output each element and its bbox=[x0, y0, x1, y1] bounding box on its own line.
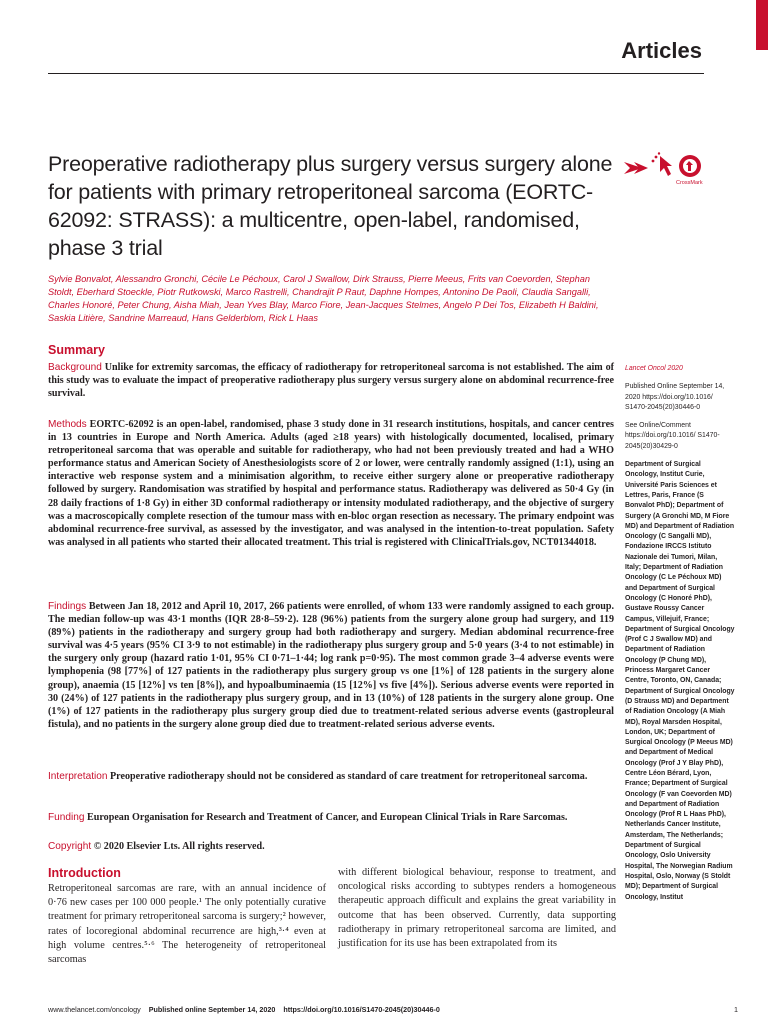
interpretation-label: Interpretation bbox=[48, 771, 108, 782]
footer-published: Published online September 14, 2020 bbox=[148, 1005, 276, 1014]
introduction-column-1: Retroperitoneal sarcomas are rare, with an annual incidence of 0·76 new cases per 100 000 people.¹ The only potentially curative treatment for primary retroperitoneal sarcoma is surgery;² however, rates of locoregional abdominal recurrence are high,³·⁴ even at high volume centres.⁵·⁶ The heterogeneity of retroperitoneal sarcomas bbox=[48, 883, 326, 966]
comment-link[interactable]: See Online/Comment https://doi.org/10.1016/ S1470-2045(20)30429-0 bbox=[625, 422, 720, 450]
abstract-background bbox=[48, 361, 614, 400]
abstract-methods bbox=[48, 418, 614, 549]
article-sidebar bbox=[625, 364, 735, 911]
methods-text: EORTC-62092 is an open-label, randomised, phase 3 study done in 31 research institutions, hospitals, and cancer centres in 13 countries in Europe and North America. Adults (aged ≥18 years) with histologically documented, localised, primary retroperitoneal sarcoma that was operable and suitable for radiotherapy, who had not been previously treated and had a WHO performance status and American Society of Anesthesiologists score of 2 or lower, were centrally randomly assigned (1:1), using an interactive web response system and a minimisation algorithm, to receive either surgery alone or preoperative radiotherapy followed by surgery. Randomisation was stratified by hospital and performance status. Radiotherapy was delivered as 50·4 Gy (in 28 daily fractions of 1·8 Gy) in either 3D conformal radiotherapy or intensity modulated radiotherapy, and the objective of surgery was a macroscopically complete resection of the tumour mass with en-bloc organ resection as necessary. The primary endpoint was abdominal recurrence-free survival, as assessed by the investigator, and was analysed in the intention-to-treat population. Safety was analysed in all patients who started their allocated treatment. This trial is registered with ClinicalTrials.gov, NCT01344018. bbox=[48, 419, 614, 548]
abstract-interpretation bbox=[48, 770, 614, 783]
abstract-findings bbox=[48, 600, 614, 731]
crossmark-label: CrossMark bbox=[676, 180, 703, 186]
background-label: Background bbox=[48, 362, 102, 373]
affiliations: Department of Surgical Oncology, Institut Curie, Université Paris Sciences et Lettres, Paris, France (S Bonvalot PhD); Department of Surgery (A Gronchi MD, M Fiore MD) and Department of Radiation Oncology (C Sangalli MD), Fondazione IRCCS Istituto Nazionale dei Tumori, Milan, Italy; Department of Radiation Oncology (C Le Péchoux MD) and Department of Surgical Oncology (C Honoré PhD), Gustave Roussy Cancer Campus, Villejuif, France; Department of Surgical Oncology (Prof C J Swallow MD) and Department of Radiation Oncology (P Chung MD), Princess Margaret Cancer Centre, Toronto, ON, Canada; Department of Surgical Oncology (D Strauss MD) and Department of Radiation Oncology (A Miah MD), Royal Marsden Hospital, London, UK; Department of Surgical Oncology (P Meeus MD) and Department of Medical Oncology (Prof J Y Blay PhD), Centre Léon Bérard, Lyon, France; Department of Surgical Oncology (F van Coevorden MD) and Department of Radiation Oncology (Prof R L Haas PhD), Netherlands Cancer Institute, Amsterdam, The Netherlands; Department of Surgical Oncology, Oslo University Hospital, The Norwegian Radium Hospital, Oslo, Norway (S Stoldt MD); Department of Surgical Oncology, Institut bbox=[625, 461, 735, 901]
footer-doi[interactable]: https://doi.org/10.1016/S1470-2045(20)30446-0 bbox=[283, 1005, 440, 1014]
funding-label: Funding bbox=[48, 812, 85, 823]
funding-text: European Organisation for Research and Treatment of Cancer, and European Clinical Trials in Rare Sarcomas. bbox=[87, 812, 568, 823]
crossmark-badges[interactable] bbox=[622, 152, 706, 186]
abstract-funding bbox=[48, 811, 614, 824]
copyright-label: Copyright bbox=[48, 841, 92, 852]
abstract-copyright bbox=[48, 840, 614, 853]
footer-site-link[interactable]: www.thelancet.com/oncology bbox=[48, 1005, 141, 1014]
section-label: Articles bbox=[621, 38, 702, 63]
interpretation-text: Preoperative radiotherapy should not be considered as standard of care treatment for retroperitoneal sarcoma. bbox=[110, 771, 588, 782]
background-text: Unlike for extremity sarcomas, the efficacy of radiotherapy for retroperitoneal sarcoma is not established. The aim of this study was to evaluate the impact of preoperative radiotherapy plus surgery versus surgery alone on abdominal recurrence-free survival. bbox=[48, 362, 614, 400]
header-rule bbox=[48, 73, 704, 74]
findings-label: Findings bbox=[48, 601, 87, 612]
summary-heading: Summary bbox=[48, 343, 105, 357]
introduction-column-2: with different biological behaviour, response to treatment, and oncological risks according to subtypes renders a homogeneous therapeutic approach difficult and explains the great variability in outcome that has been observed. Currently, data supporting radiotherapy in primary retroperitoneal sarcoma are limited, and justification for its use has been extrapolated from its bbox=[338, 867, 616, 950]
journal-color-bar bbox=[756, 0, 768, 50]
page-footer bbox=[48, 1005, 738, 1014]
copyright-text: © 2020 Elsevier Lts. All rights reserved. bbox=[93, 841, 265, 852]
published-online-note: Published Online September 14, 2020 https://doi.org/10.1016/ S1470-2045(20)30446-0 bbox=[625, 383, 725, 411]
methods-label: Methods bbox=[48, 419, 87, 430]
author-list: Sylvie Bonvalot, Alessandro Gronchi, Cécile Le Péchoux, Carol J Swallow, Dirk Strauss, Pierre Meeus, Frits van Coevorden, Stephan Stoldt, Eberhard Stoeckle, Piotr Rutkowski, Marco Rastrelli, Chandrajit P Raut, Daphne Hompes, Antonino De Paoli, Claudia Sangalli, Charles Honoré, Peter Chung, Aisha Miah, Jean Yves Blay, Marco Fiore, Jean-Jacques Stelmes, Angelo P Dei Tos, Elizabeth H Baldini, Saskia Litière, Sandrine Marreaud, Hans Gelderblom, Rick L Haas bbox=[48, 274, 599, 323]
page-number: 1 bbox=[734, 1005, 738, 1014]
article-title: Preoperative radiotherapy plus surgery versus surgery alone for patients with primary retroperitoneal sarcoma (EORTC-62092: STRASS): a multicentre, open-label, randomised, phase 3 trial bbox=[48, 152, 613, 260]
journal-citation: Lancet Oncol 2020 bbox=[625, 365, 683, 372]
findings-text: Between Jan 18, 2012 and April 10, 2017, 266 patients were enrolled, of whom 133 were randomly assigned to each group. The median follow-up was 43·1 months (IQR 28·8–59·2). 128 (96%) patients from the surgery alone group had surgery, and 119 (89%) patients in the radiotherapy and surgery group had both radiotherapy and surgery. Median abdominal recurrence-free survival was 4·5 years (95% CI 3·9 to not estimable) in the radiotherapy plus surgery group and 5·0 years (3·4 to not estimable) in the surgery only group (hazard ratio 1·01, 95% CI 0·71–1·44; log rank p=0·95). The most common grade 3–4 adverse events were lymphopenia (98 [77%] of 127 patients in the radiotherapy plus surgery group vs one [1%] of 128 patients in the surgery alone group), anaemia (15 [12%] vs ten [8%]), and hypoalbuminaemia (15 [12%] vs five [4%]). Serious adverse events were reported in 30 (24%) of 127 patients in the radiotherapy plus surgery group, and in 13 (10%) of 128 patients in the surgery alone group. One (1%) of 127 patients in the radiotherapy plus surgery group died due to treatment-related serious adverse events (gastropleural fistula), and no patients in the surgery alone group died due to treatment-related serious adverse events. bbox=[48, 601, 614, 730]
introduction-heading: Introduction bbox=[48, 866, 121, 880]
